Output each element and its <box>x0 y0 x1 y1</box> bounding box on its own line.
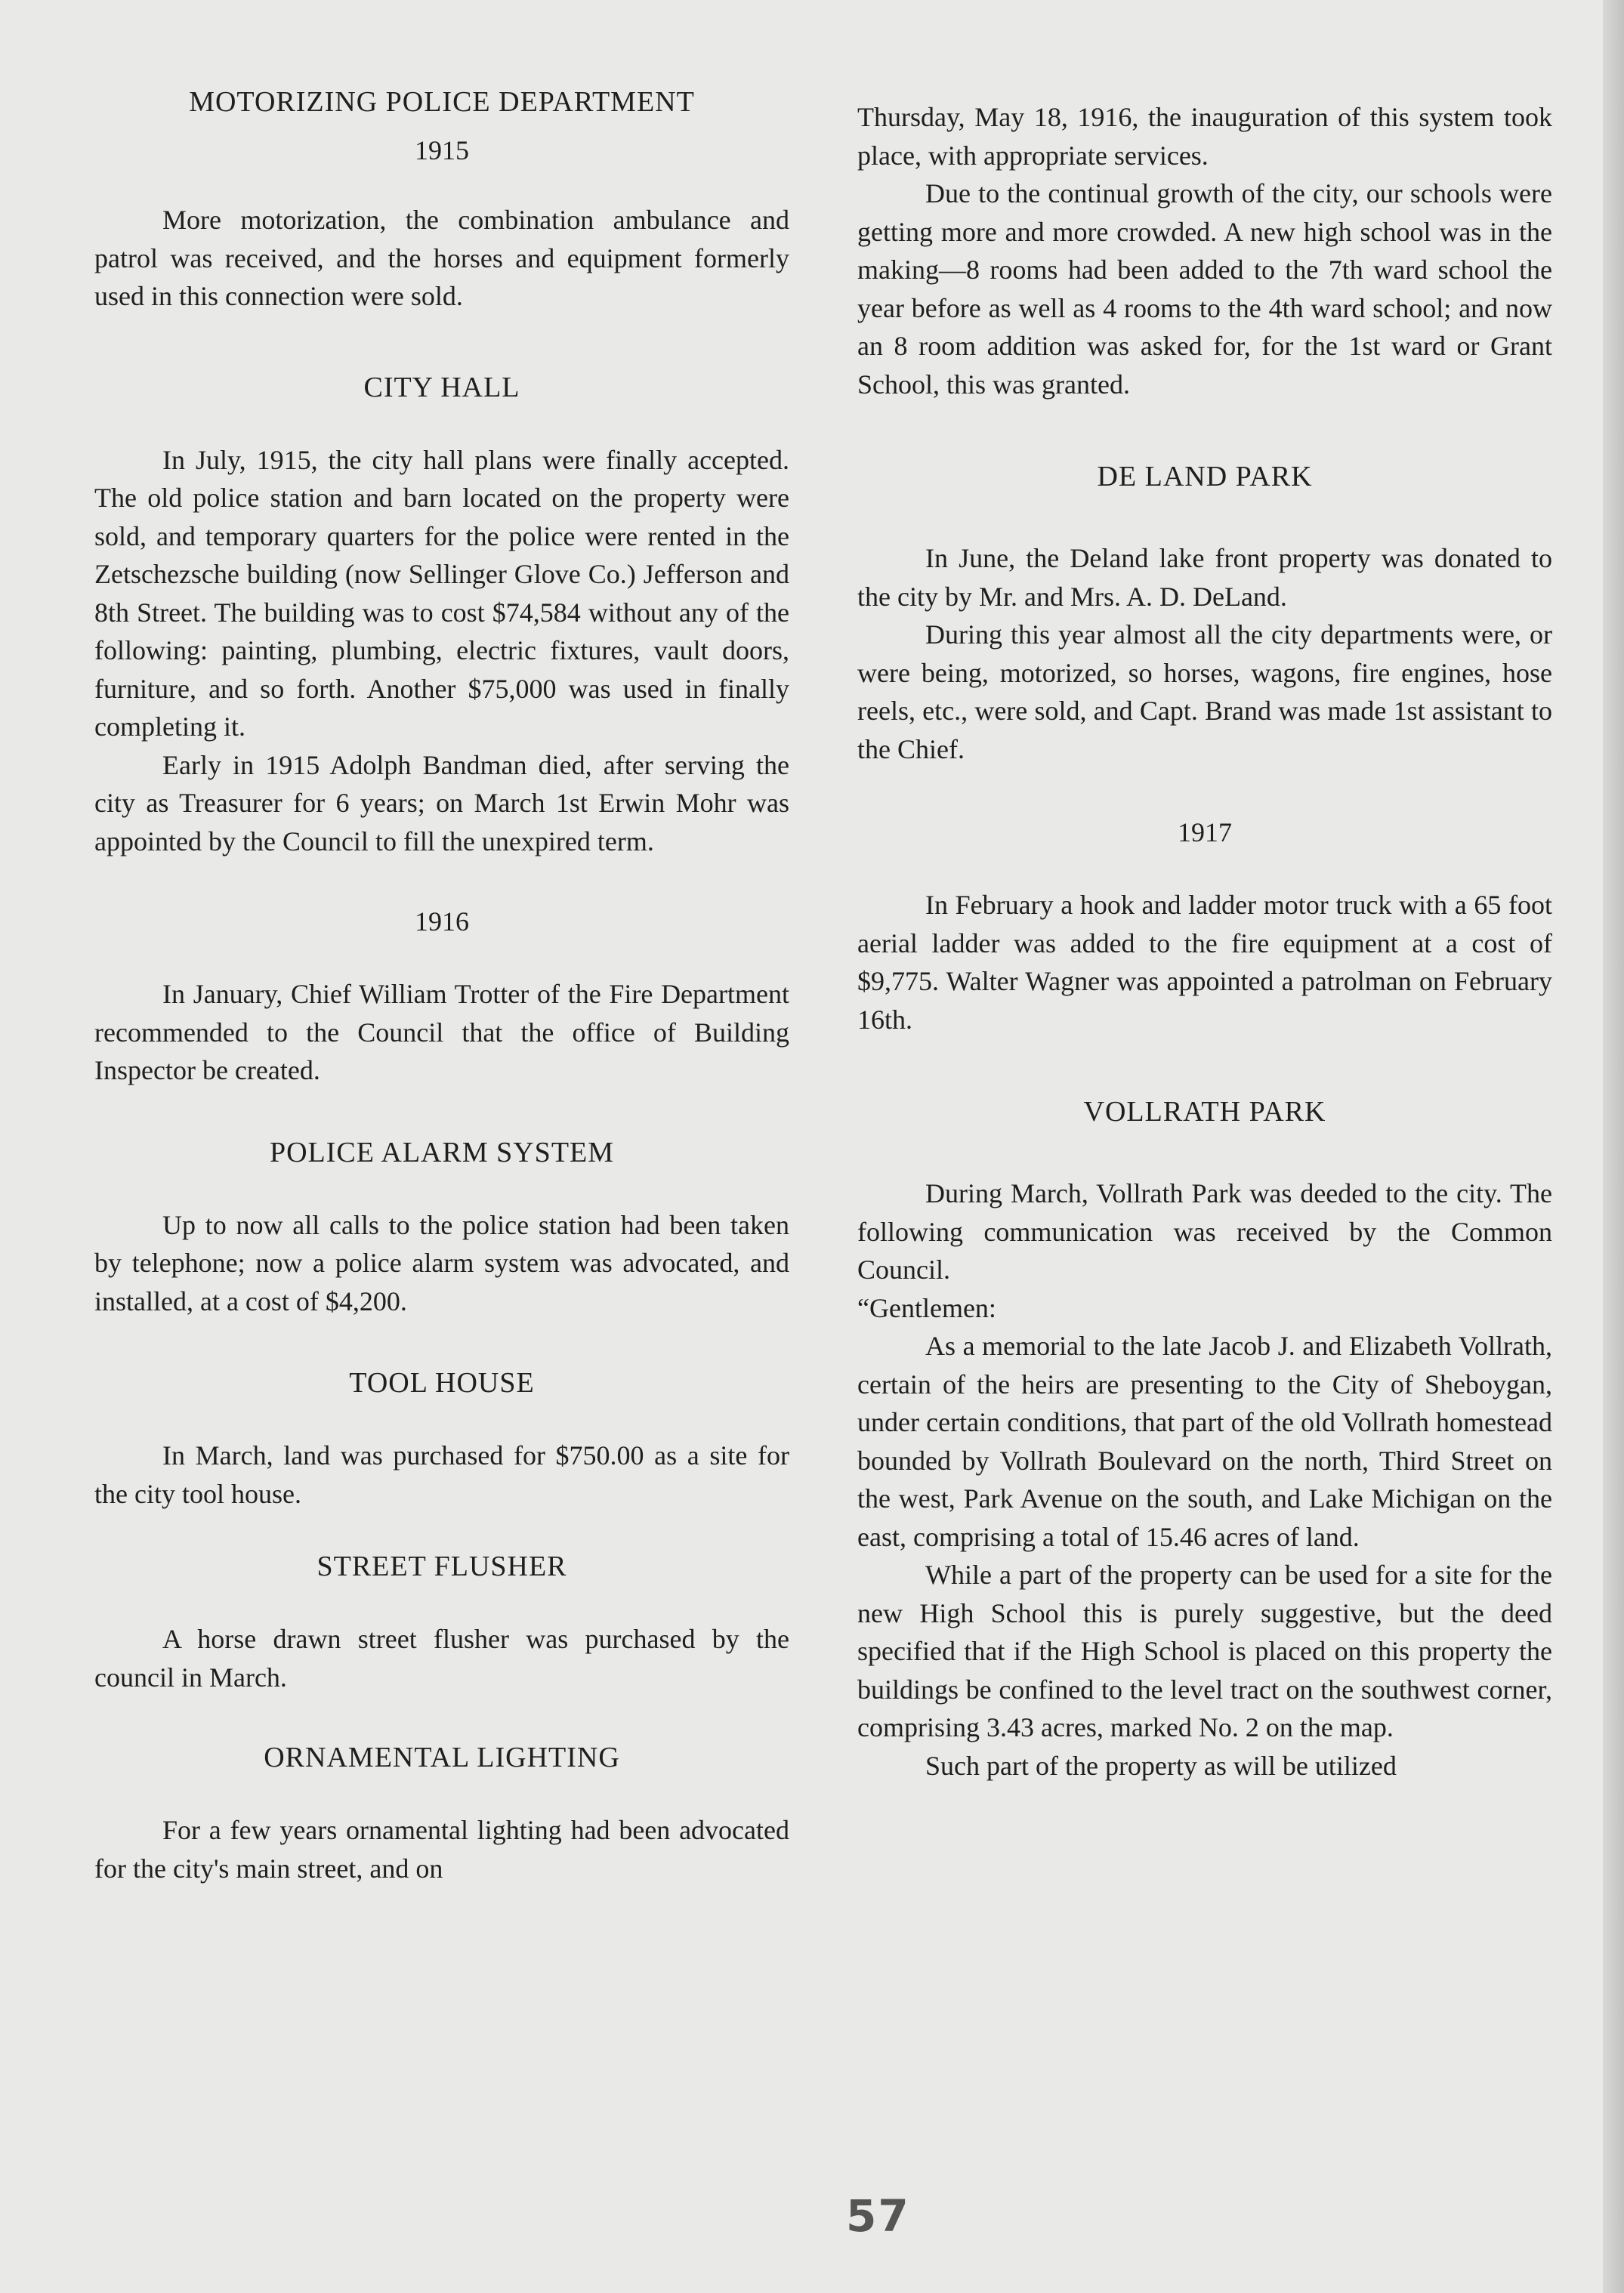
paragraph-city-hall-1: In July, 1915, the city hall plans were finally accepted. The old police station and barn located on the property were sold, and temporary quarters for the police were rented in the Zetschezsche building (now Sellinger Glove Co.) Jefferson and 8th Street. The building was to cost $74,584 without any of the following: painting, plumbing, electric fixtures, vault doors, furniture, and so forth. Another $75,000 was used in finally completing it. <box>94 444 789 742</box>
paragraph-ornamental-lighting: For a few years ornamental lighting had been advocated for the city's main street, and on <box>94 1815 789 1884</box>
paragraph-1916: In January, Chief William Trotter of the Fire Department recommended to the Council that the office of Building Inspector be created. <box>94 979 789 1085</box>
year-1915: 1915 <box>415 135 469 165</box>
heading-deland-park: DE LAND PARK <box>1097 461 1313 492</box>
page-edge-shadow <box>1603 0 1624 2293</box>
year-1917: 1917 <box>1178 817 1232 847</box>
heading-motorizing-police: MOTORIZING POLICE DEPARTMENT <box>189 86 695 118</box>
paragraph-motorizing: More motorization, the combination ambulance and patrol was received, and the horses and equipment formerly used in this connection were sold. <box>94 205 789 311</box>
paragraph-street-flusher: A horse drawn street flusher was purchased by the council in March. <box>94 1624 789 1693</box>
paragraph-city-hall-2: Early in 1915 Adolph Bandman died, after serving the city as Treasurer for 6 years; on March 1st Erwin Mohr was appointed by the Council to fill the unexpired term. <box>94 749 789 856</box>
heading-vollrath-park: VOLLRATH PARK <box>1083 1096 1326 1128</box>
paragraph-lighting-continued: Thursday, May 18, 1916, the inauguration of this system took place, with appropriate services. <box>857 102 1552 171</box>
paragraph-1917: In February a hook and ladder motor truck with a 65 foot aerial ladder was added to the fire equipment at a cost of $9,775. Walter Wagner was appointed a patrolman on February 16th. <box>857 890 1552 1035</box>
paragraph-vollrath-3: While a part of the property can be used for a site for the new High School this is purely suggestive, but the deed specified that if the High School is placed on this property the buildings be confined to the level tract on the southwest corner, comprising 3.43 acres, marked No. 2 on the map. <box>857 1560 1552 1742</box>
heading-city-hall: CITY HALL <box>363 371 520 403</box>
paragraph-police-alarm: Up to now all calls to the police station had been taken by telephone; now a police alarm system was advocated, and installed, at a cost of $4,200. <box>94 1209 789 1316</box>
paragraph-vollrath-1: During March, Vollrath Park was deeded to the city. The following communication was received by the Common Council. <box>857 1178 1552 1285</box>
heading-street-flusher: STREET FLUSHER <box>316 1551 567 1582</box>
paragraph-deland-1: In June, the Deland lake front property was donated to the city by Mr. and Mrs. A. D. DeLand. <box>857 543 1552 612</box>
year-1916: 1916 <box>415 906 469 937</box>
left-column <box>94 83 789 1887</box>
paragraph-vollrath-4: Such part of the property as will be utilized <box>925 1750 1397 1781</box>
paragraph-tool-house: In March, land was purchased for $750.00 as a site for the city tool house. <box>94 1440 789 1509</box>
right-column <box>857 98 1552 1785</box>
paragraph-deland-2: During this year almost all the city departments were, or were being, motorized, so horses, wagons, fire engines, hose reels, etc., were sold, and Capt. Brand was made 1st assistant to the Chief. <box>857 619 1552 764</box>
paragraph-salutation: “Gentlemen: <box>857 1292 996 1323</box>
paragraph-vollrath-2: As a memorial to the late Jacob J. and Elizabeth Vollrath, certain of the heirs are presenting to the City of Sheboygan, under certain conditions, that part of the old Vollrath homestead bounded by Vollrath Boulevard on the north, Third Street on the west, Park Avenue on the south, and Lake Michigan on the east, comprising a total of 15.46 acres of land. <box>857 1331 1552 1552</box>
heading-ornamental-lighting: ORNAMENTAL LIGHTING <box>264 1742 620 1773</box>
heading-police-alarm: POLICE ALARM SYSTEM <box>269 1136 615 1168</box>
paragraph-schools: Due to the continual growth of the city, our schools were getting more and more crowded. A new high school was in the making—8 rooms had been added to the 7th ward school the year before as well as 4 rooms to the 4th ward school; and now an 8 room addition was asked for, for the 1st ward or Grant School, this was granted. <box>857 178 1552 400</box>
heading-tool-house: TOOL HOUSE <box>349 1367 535 1399</box>
page-number: 57 <box>846 2190 910 2242</box>
